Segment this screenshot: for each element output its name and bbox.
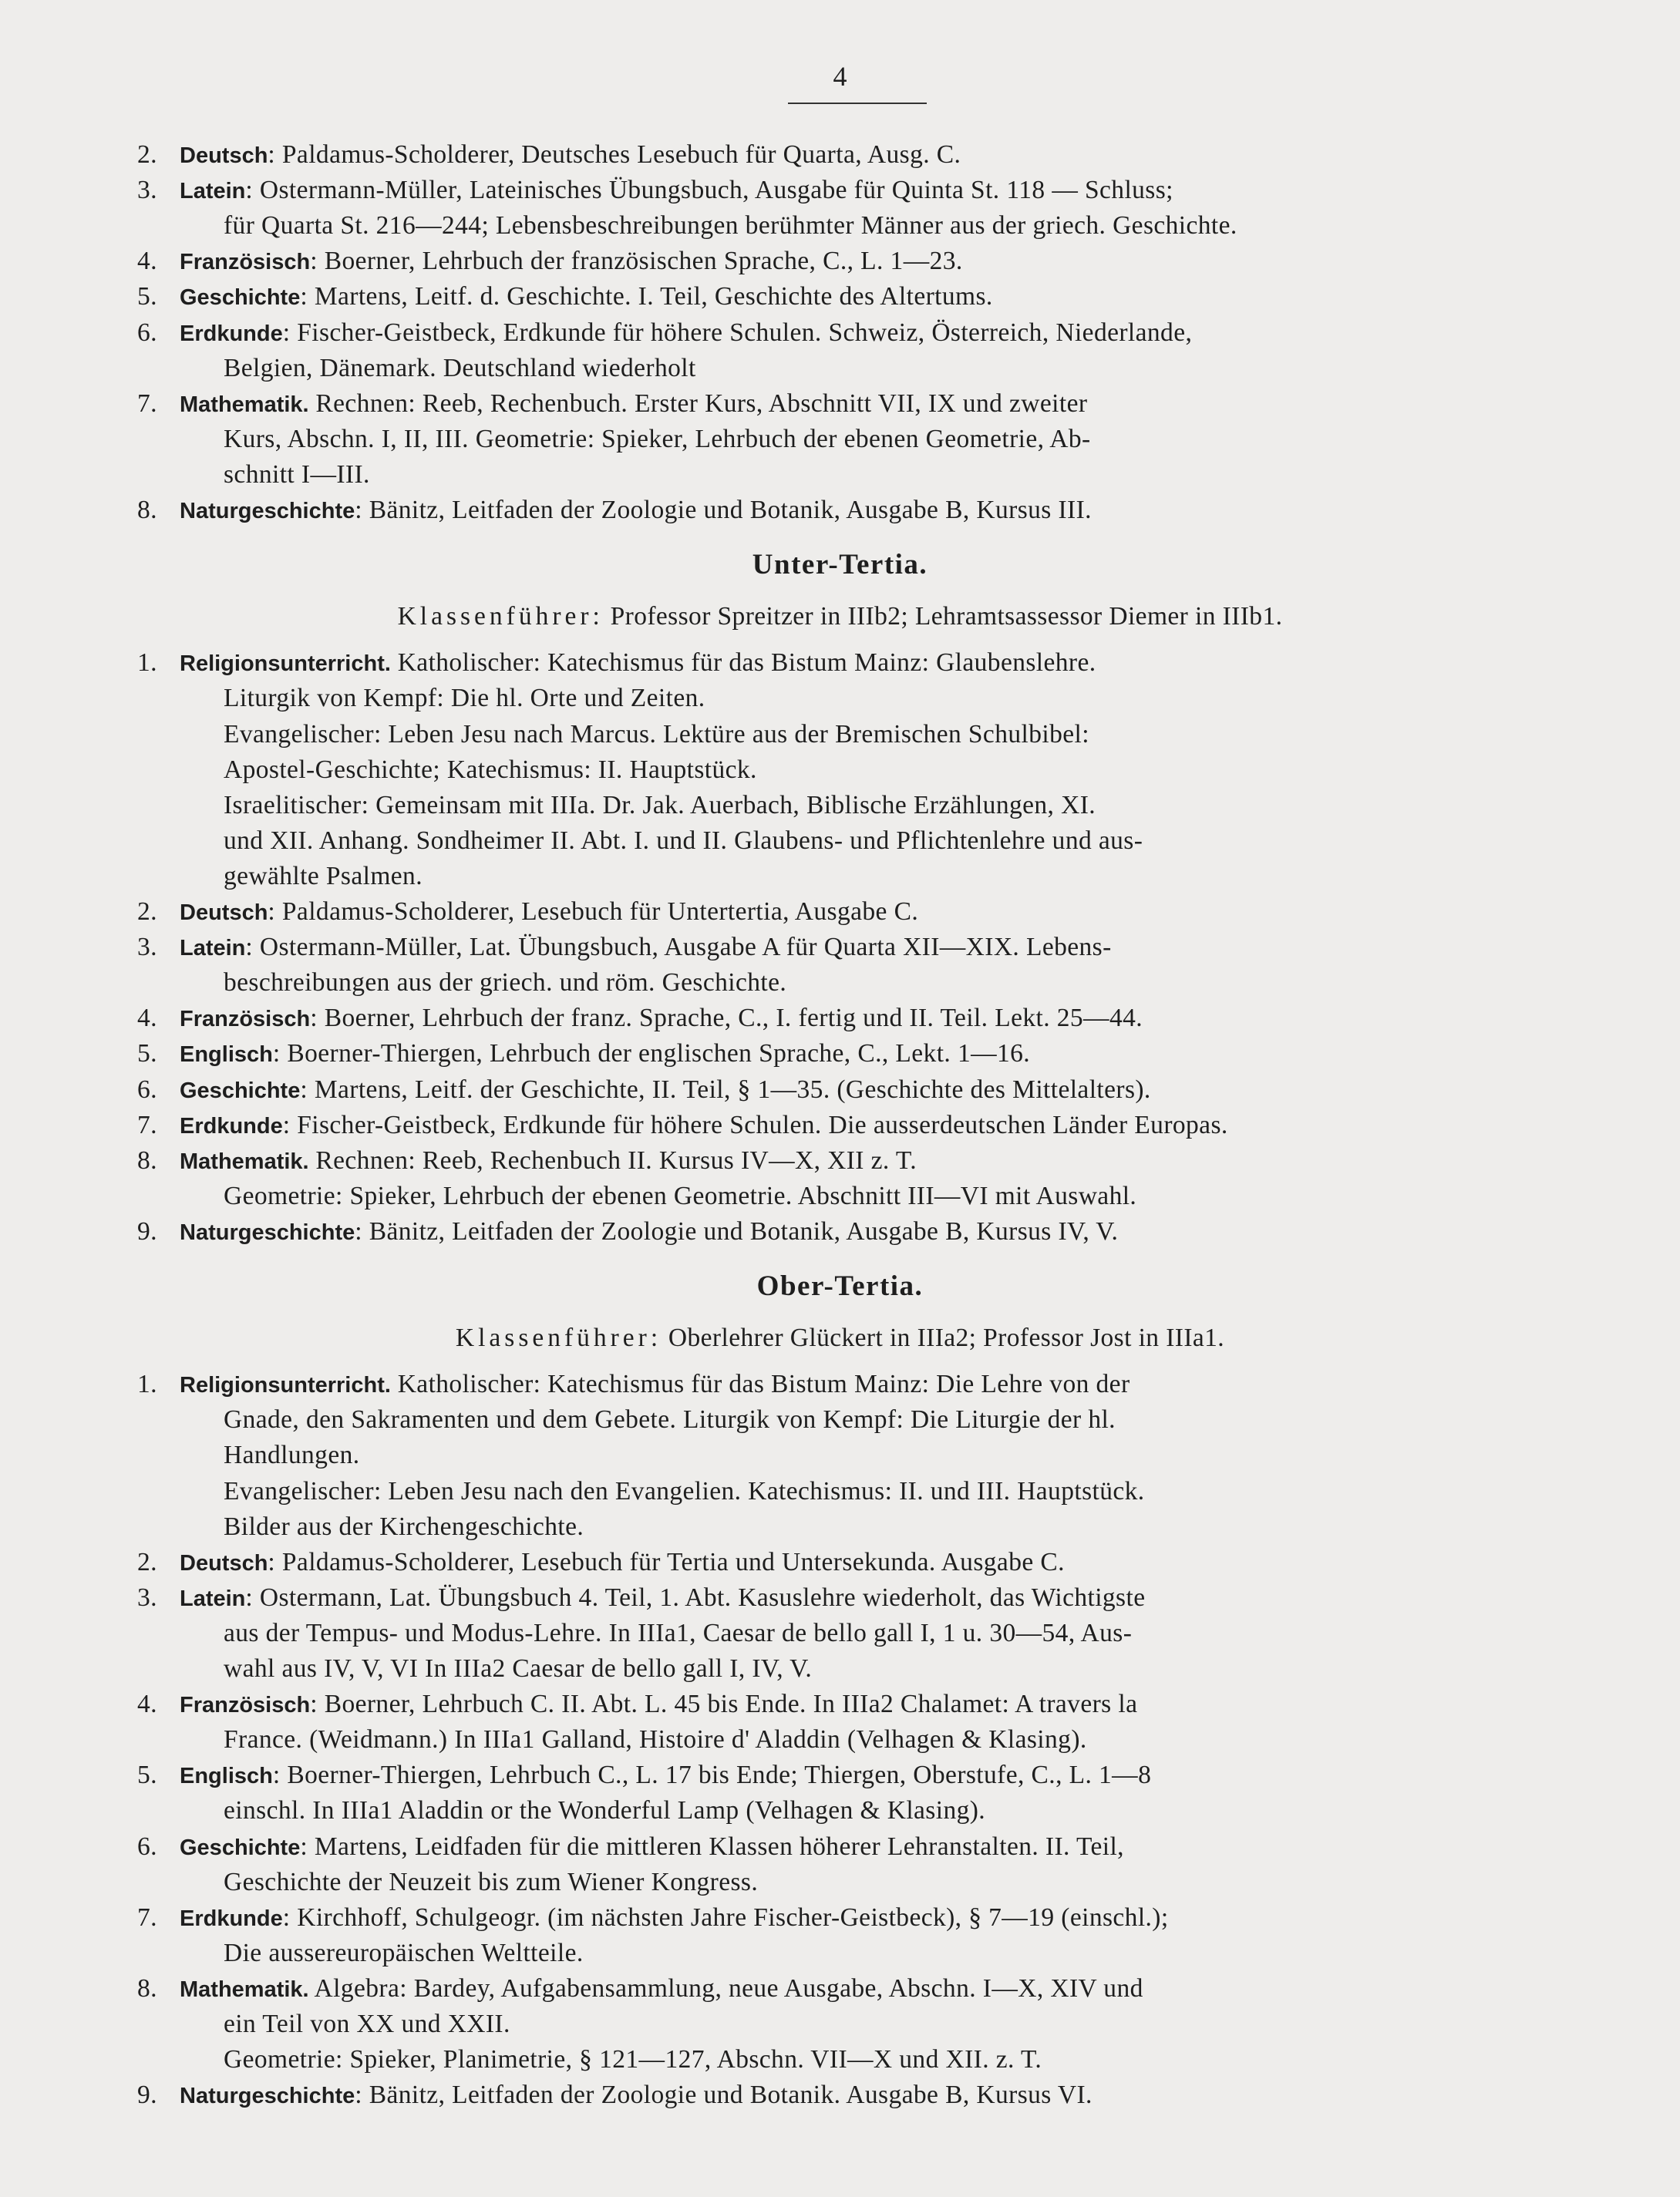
subject-label: Erdkunde xyxy=(180,321,283,346)
item-text: Französisch: Boerner, Lehrbuch der franz. Sprache, C., I. fertig und II. Teil. Lekt. 25—44. xyxy=(180,1004,1143,1033)
item-number: 7. xyxy=(137,1903,157,1932)
item-text: Deutsch: Paldamus-Scholderer, Lesebuch für Tertia und Untersekunda. Ausgabe C. xyxy=(180,1547,1065,1576)
item-line-text: Geometrie: Spieker, Lehrbuch der ebenen Geometrie. Abschnitt III—VI mit Auswahl. xyxy=(224,1181,1137,1210)
item-line-text: Liturgik von Kempf: Die hl. Orte und Zeiten. xyxy=(224,684,705,713)
item-number: 8. xyxy=(137,1973,157,2003)
item-text xyxy=(180,1971,1143,2007)
item-text: Deutsch: Paldamus-Scholderer, Lesebuch für Untertertia, Ausgabe C. xyxy=(180,897,919,926)
item-number: 3. xyxy=(137,933,157,962)
item-line-text: Katholischer: Katechismus für das Bistum Mainz: Glaubenslehre. xyxy=(397,648,1096,678)
item-text: Englisch: Boerner-Thiergen, Lehrbuch C., L. 17 bis Ende; Thiergen, Oberstufe, C., L. 1—8 xyxy=(180,1761,1152,1790)
item-line-text: Boerner-Thiergen, Lehrbuch der englischen Sprache, C., Lekt. 1—16. xyxy=(287,1039,1031,1068)
item-line-text: Bänitz, Leitfaden der Zoologie und Botanik. Ausgabe B, Kursus VI. xyxy=(369,2081,1093,2110)
item-text xyxy=(180,1143,917,1179)
subject-label: Latein xyxy=(180,179,246,204)
subject-label: Erdkunde xyxy=(180,1906,283,1931)
item-number: 4. xyxy=(137,247,157,276)
item-line-text: Evangelischer: Leben Jesu nach Marcus. Lektüre aus der Bremischen Schulbibel: xyxy=(224,719,1089,749)
item-number: 3. xyxy=(137,1583,157,1612)
subject-label: Deutsch xyxy=(180,143,268,168)
item-line-text: Martens, Leitf. d. Geschichte. I. Teil, Geschichte des Altertums. xyxy=(314,282,993,311)
subject-label: Mathematik. xyxy=(180,1977,309,2002)
item-number: 2. xyxy=(137,140,157,169)
item-number: 8. xyxy=(137,1146,157,1175)
item-text: Erdkunde: Fischer-Geistbeck, Erdkunde für höhere Schulen. Die ausserdeutschen Länder Europas. xyxy=(180,1110,1228,1139)
item-line-text: Belgien, Dänemark. Deutschland wiederholt xyxy=(224,353,696,382)
item-line-text: Gnade, den Sakramenten und dem Gebete. Liturgik von Kempf: Die Liturgie der hl. xyxy=(224,1405,1116,1435)
item-number: 7. xyxy=(137,389,157,418)
item-text: Naturgeschichte: Bänitz, Leitfaden der Zoologie und Botanik, Ausgabe B, Kursus III. xyxy=(180,496,1092,524)
item-line-text: Geschichte der Neuzeit bis zum Wiener Kongress. xyxy=(224,1867,759,1896)
subject-label: Mathematik. xyxy=(180,1149,309,1174)
item-line-text: Martens, Leitf. der Geschichte, II. Teil, § 1—35. (Geschichte des Mittelalters). xyxy=(314,1075,1151,1104)
subject-label: Naturgeschichte xyxy=(180,499,355,523)
item-line-text: einschl. In IIIa1 Aladdin or the Wonderful Lamp (Velhagen & Klasing). xyxy=(224,1796,986,1825)
item-line-text: Bänitz, Leitfaden der Zoologie und Botanik, Ausgabe B, Kursus IV, V. xyxy=(369,1216,1119,1246)
subject-label: Geschichte xyxy=(180,1835,301,1860)
item-line-text: Die aussereuropäischen Weltteile. xyxy=(224,1938,584,1967)
item-line-text: Kurs, Abschn. I, II, III. Geometrie: Spieker, Lehrbuch der ebenen Geometrie, Ab- xyxy=(224,424,1091,453)
subject-label: Erdkunde xyxy=(180,1113,283,1139)
item-line-text: Ostermann-Müller, Lateinisches Übungsbuch, Ausgabe für Quinta St. 118 — Schluss; xyxy=(259,176,1173,205)
item-number: 3. xyxy=(137,176,157,205)
item-number: 5. xyxy=(137,282,157,311)
item-text: Latein: Ostermann-Müller, Lat. Übungsbuch, Ausgabe A für Quarta XII—XIX. Lebens- xyxy=(180,933,1112,962)
item-line-text: schnitt I—III. xyxy=(224,459,370,489)
subject-label: Französisch xyxy=(180,1693,311,1718)
item-text: Latein: Ostermann-Müller, Lateinisches Übungsbuch, Ausgabe für Quinta St. 118 — Schluss; xyxy=(180,176,1173,205)
item-line-text: Kirchhoff, Schulgeogr. (im nächsten Jahre Fischer-Geistbeck), § 7—19 (einschl.); xyxy=(297,1903,1169,1932)
item-line-text: Algebra: Bardey, Aufgabensammlung, neue Ausgabe, Abschn. I—X, XIV und xyxy=(314,1973,1143,2003)
item-line-text: Israelitischer: Gemeinsam mit IIIa. Dr. Jak. Auerbach, Biblische Erzählungen, XI. xyxy=(224,790,1096,819)
subject-label: Französisch xyxy=(180,250,311,275)
item-text: Geschichte: Martens, Leidfaden für die mittleren Klassen höherer Lehranstalten. II. Teil, xyxy=(180,1832,1124,1861)
item-line-text: Ostermann, Lat. Übungsbuch 4. Teil, 1. Abt. Kasuslehre wiederholt, das Wichtigste xyxy=(259,1583,1146,1612)
item-text xyxy=(180,1367,1130,1403)
subject-label: Geschichte xyxy=(180,285,301,311)
item-number: 5. xyxy=(137,1039,157,1068)
subject-label: Mathematik. xyxy=(180,392,309,417)
item-line-text: Paldamus-Scholderer, Lesebuch für Tertia und Untersekunda. Ausgabe C. xyxy=(281,1547,1065,1576)
page-number: 4 xyxy=(833,61,847,92)
item-number: 8. xyxy=(137,496,157,524)
item-line-text: gewählte Psalmen. xyxy=(224,861,423,890)
item-number: 1. xyxy=(137,648,157,678)
item-line-text: für Quarta St. 216—244; Lebensbeschreibungen berühmter Männer aus der griech. Geschichte. xyxy=(224,211,1237,241)
item-line-text: wahl aus IV, V, VI In IIIa2 Caesar de bello gall I, IV, V. xyxy=(224,1654,813,1683)
item-line-text: Paldamus-Scholderer, Deutsches Lesebuch für Quarta, Ausg. C. xyxy=(281,140,961,169)
item-line-text: ein Teil von XX und XXII. xyxy=(224,2010,510,2038)
subject-label: Deutsch xyxy=(180,900,268,925)
subject-label: Religionsunterricht. xyxy=(180,1373,391,1398)
subject-label: Religionsunterricht. xyxy=(180,651,391,677)
subject-label: Latein xyxy=(180,936,246,961)
item-number: 6. xyxy=(137,1832,157,1861)
subject-label: Deutsch xyxy=(180,1550,268,1576)
item-number: 6. xyxy=(137,318,157,347)
item-text: Erdkunde: Fischer-Geistbeck, Erdkunde für höhere Schulen. Schweiz, Österreich, Niederlande, xyxy=(180,318,1193,347)
class-leader-line xyxy=(0,1321,1680,1356)
item-text: Deutsch: Paldamus-Scholderer, Deutsches Lesebuch für Quarta, Ausg. C. xyxy=(180,140,961,169)
subject-label: Naturgeschichte xyxy=(180,2084,355,2109)
item-text xyxy=(180,386,1087,422)
item-line-text: und XII. Anhang. Sondheimer II. Abt. I. und II. Glaubens- und Pflichtenlehre und aus- xyxy=(224,826,1143,855)
subject-label: Naturgeschichte xyxy=(180,1220,355,1245)
item-line-text: Boerner, Lehrbuch C. II. Abt. L. 45 bis Ende. In IIIa2 Chalamet: A travers la xyxy=(324,1690,1138,1719)
item-text: Naturgeschichte: Bänitz, Leitfaden der Zoologie und Botanik. Ausgabe B, Kursus VI. xyxy=(180,2081,1093,2110)
page-number-rule xyxy=(788,103,927,104)
subject-label: Geschichte xyxy=(180,1078,301,1103)
item-number: 7. xyxy=(137,1110,157,1139)
class-leader-text: Professor Spreitzer in IIIb2; Lehramtsassessor Diemer in IIIb1. xyxy=(610,602,1283,631)
item-number: 2. xyxy=(137,1547,157,1576)
item-number: 9. xyxy=(137,1216,157,1246)
item-number: 2. xyxy=(137,897,157,926)
item-line-text: aus der Tempus- und Modus-Lehre. In IIIa1, Caesar de bello gall I, 1 u. 30—54, Aus- xyxy=(224,1618,1133,1647)
item-line-text: Bilder aus der Kirchengeschichte. xyxy=(224,1512,584,1541)
item-number: 4. xyxy=(137,1004,157,1033)
item-line-text: Paldamus-Scholderer, Lesebuch für Untertertia, Ausgabe C. xyxy=(281,897,919,926)
item-text: Französisch: Boerner, Lehrbuch C. II. Abt. L. 45 bis Ende. In IIIa2 Chalamet: A travers la xyxy=(180,1690,1138,1719)
item-text xyxy=(180,645,1096,681)
item-line-text: Boerner, Lehrbuch der französischen Sprache, C., L. 1—23. xyxy=(324,247,963,276)
subject-label: Englisch xyxy=(180,1042,273,1068)
item-line-text: Rechnen: Reeb, Rechenbuch II. Kursus IV—X, XII z. T. xyxy=(315,1146,917,1175)
item-text: Geschichte: Martens, Leitf. der Geschichte, II. Teil, § 1—35. (Geschichte des Mittelalters). xyxy=(180,1075,1151,1104)
subject-label: Englisch xyxy=(180,1764,273,1789)
class-leader-label: Klassenführer: xyxy=(397,602,604,631)
item-line-text: Evangelischer: Leben Jesu nach den Evangelien. Katechismus: II. und III. Hauptstück. xyxy=(224,1476,1145,1506)
item-text: Englisch: Boerner-Thiergen, Lehrbuch der englischen Sprache, C., Lekt. 1—16. xyxy=(180,1039,1031,1068)
item-line-text: Bänitz, Leitfaden der Zoologie und Botanik, Ausgabe B, Kursus III. xyxy=(369,496,1092,524)
item-number: 5. xyxy=(137,1761,157,1790)
section-heading-unter-tertia: Unter-Tertia. xyxy=(752,549,928,581)
item-line-text: Katholischer: Katechismus für das Bistum Mainz: Die Lehre von der xyxy=(397,1370,1130,1399)
item-text: Erdkunde: Kirchhoff, Schulgeogr. (im nächsten Jahre Fischer-Geistbeck), § 7—19 (einschl.); xyxy=(180,1903,1169,1932)
item-line-text: Apostel-Geschichte; Katechismus: II. Hauptstück. xyxy=(224,755,757,784)
item-line-text: Handlungen. xyxy=(224,1441,360,1470)
item-text: Naturgeschichte: Bänitz, Leitfaden der Zoologie und Botanik, Ausgabe B, Kursus IV, V. xyxy=(180,1216,1119,1246)
item-line-text: Martens, Leidfaden für die mittleren Klassen höherer Lehranstalten. II. Teil, xyxy=(314,1832,1124,1861)
item-line-text: France. (Weidmann.) In IIIa1 Galland, Histoire d' Aladdin (Velhagen & Klasing). xyxy=(224,1725,1087,1755)
item-number: 6. xyxy=(137,1075,157,1104)
item-line-text: Fischer-Geistbeck, Erdkunde für höhere Schulen. Die ausserdeutschen Länder Europas. xyxy=(297,1110,1228,1139)
item-text: Latein: Ostermann, Lat. Übungsbuch 4. Teil, 1. Abt. Kasuslehre wiederholt, das Wichtigste xyxy=(180,1583,1146,1612)
class-leader-label: Klassenführer: xyxy=(455,1324,662,1353)
item-line-text: beschreibungen aus der griech. und röm. Geschichte. xyxy=(224,968,787,998)
item-number: 9. xyxy=(137,2081,157,2110)
item-text: Französisch: Boerner, Lehrbuch der französischen Sprache, C., L. 1—23. xyxy=(180,247,963,276)
class-leader-text: Oberlehrer Glückert in IIIa2; Professor Jost in IIIa1. xyxy=(668,1324,1225,1353)
item-line-text: Geometrie: Spieker, Planimetrie, § 121—127, Abschn. VII—X und XII. z. T. xyxy=(224,2045,1042,2074)
item-text: Geschichte: Martens, Leitf. d. Geschichte. I. Teil, Geschichte des Altertums. xyxy=(180,282,993,311)
item-number: 4. xyxy=(137,1690,157,1719)
subject-label: Französisch xyxy=(180,1007,311,1032)
class-leader-line xyxy=(0,599,1680,634)
item-line-text: Ostermann-Müller, Lat. Übungsbuch, Ausgabe A für Quarta XII—XIX. Lebens- xyxy=(259,933,1112,962)
section-heading-ober-tertia: Ober-Tertia. xyxy=(756,1270,924,1302)
item-line-text: Boerner, Lehrbuch der franz. Sprache, C., I. fertig und II. Teil. Lekt. 25—44. xyxy=(324,1004,1143,1033)
subject-label: Latein xyxy=(180,1586,246,1611)
item-line-text: Fischer-Geistbeck, Erdkunde für höhere Schulen. Schweiz, Österreich, Niederlande, xyxy=(297,318,1193,347)
item-number: 1. xyxy=(137,1370,157,1399)
item-line-text: Boerner-Thiergen, Lehrbuch C., L. 17 bis Ende; Thiergen, Oberstufe, C., L. 1—8 xyxy=(287,1761,1152,1790)
item-line-text: Rechnen: Reeb, Rechenbuch. Erster Kurs, Abschnitt VII, IX und zweiter xyxy=(315,389,1088,418)
